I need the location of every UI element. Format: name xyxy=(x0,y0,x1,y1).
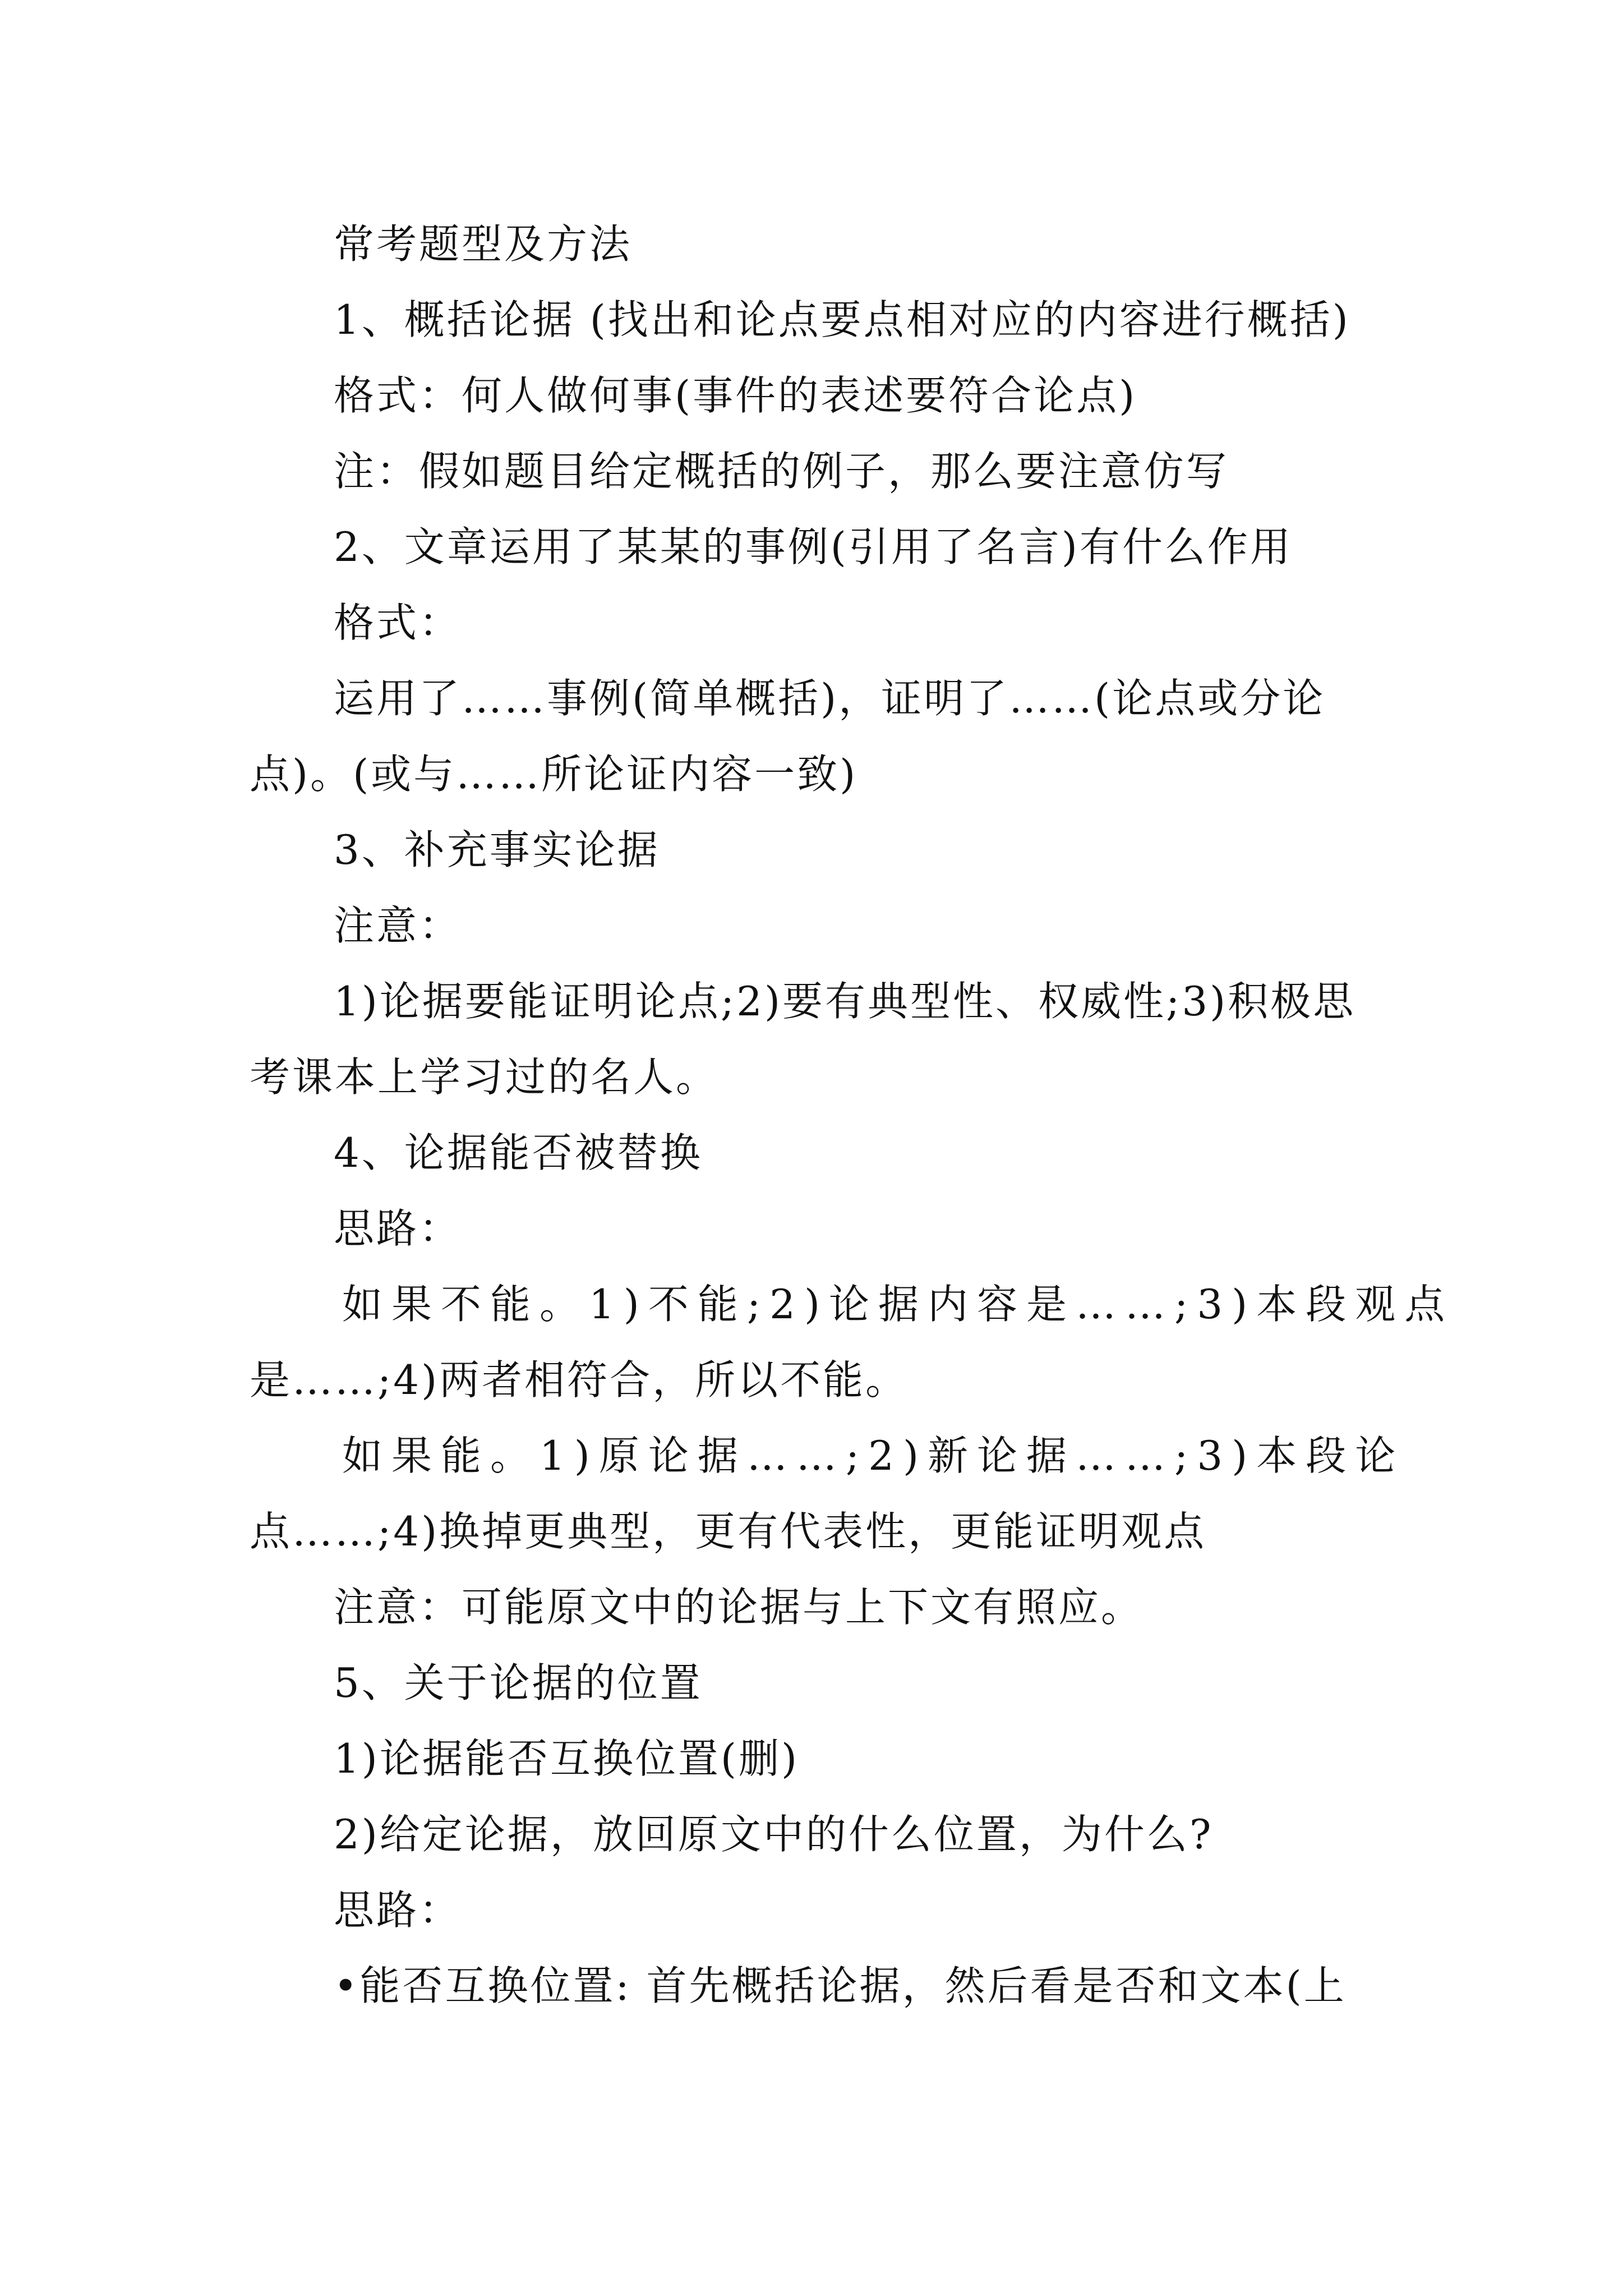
text-line: 格式： xyxy=(334,599,462,646)
text-line: 注：假如题目给定概括的例子，那么要注意仿写 xyxy=(334,448,1229,495)
heading-5: 5、关于论据的位置 xyxy=(334,1659,703,1706)
text-line: 运用了……事例(简单概括)，证明了……(论点或分论 xyxy=(334,675,1326,722)
text-line: 如果不能。1)不能;2)论据内容是……;3)本段观点 xyxy=(342,1281,1454,1328)
text-line: 如果能。1)原论据……;2)新论据……;3)本段论 xyxy=(342,1432,1405,1479)
heading-4: 4、论据能否被替换 xyxy=(334,1129,703,1176)
text-line: 2)给定论据，放回原文中的什么位置，为什么? xyxy=(334,1811,1214,1858)
text-line: 格式：何人做何事(事件的表述要符合论点) xyxy=(334,372,1137,419)
text-line: 思路： xyxy=(334,1205,462,1252)
heading-3: 3、补充事实论据 xyxy=(334,826,660,873)
text-line: 点……;4)换掉更典型，更有代表性，更能证明观点 xyxy=(250,1508,1207,1555)
text-line: 1)论据能否互换位置(删) xyxy=(334,1735,800,1782)
text-line: 思路： xyxy=(334,1887,462,1934)
text-line: 注意： xyxy=(334,902,462,949)
document-title: 常考题型及方法 xyxy=(334,220,633,268)
heading-2: 2、文章运用了某某的事例(引用了名言)有什么作用 xyxy=(334,523,1293,570)
text-line: 点)。(或与……所论证内容一致) xyxy=(250,751,858,798)
heading-1: 1、概括论据 (找出和论点要点相对应的内容进行概括) xyxy=(334,296,1350,343)
text-line: 是……;4)两者相符合，所以不能。 xyxy=(250,1356,909,1404)
text-line: 注意：可能原文中的论据与上下文有照应。 xyxy=(334,1584,1144,1631)
text-line: 考课本上学习过的名人。 xyxy=(250,1053,719,1101)
text-line: 1)论据要能证明论点;2)要有典型性、权威性;3)积极思 xyxy=(334,978,1356,1025)
text-line: •能否互换位置: 首先概括论据，然后看是否和文本(上 xyxy=(334,1962,1347,2009)
